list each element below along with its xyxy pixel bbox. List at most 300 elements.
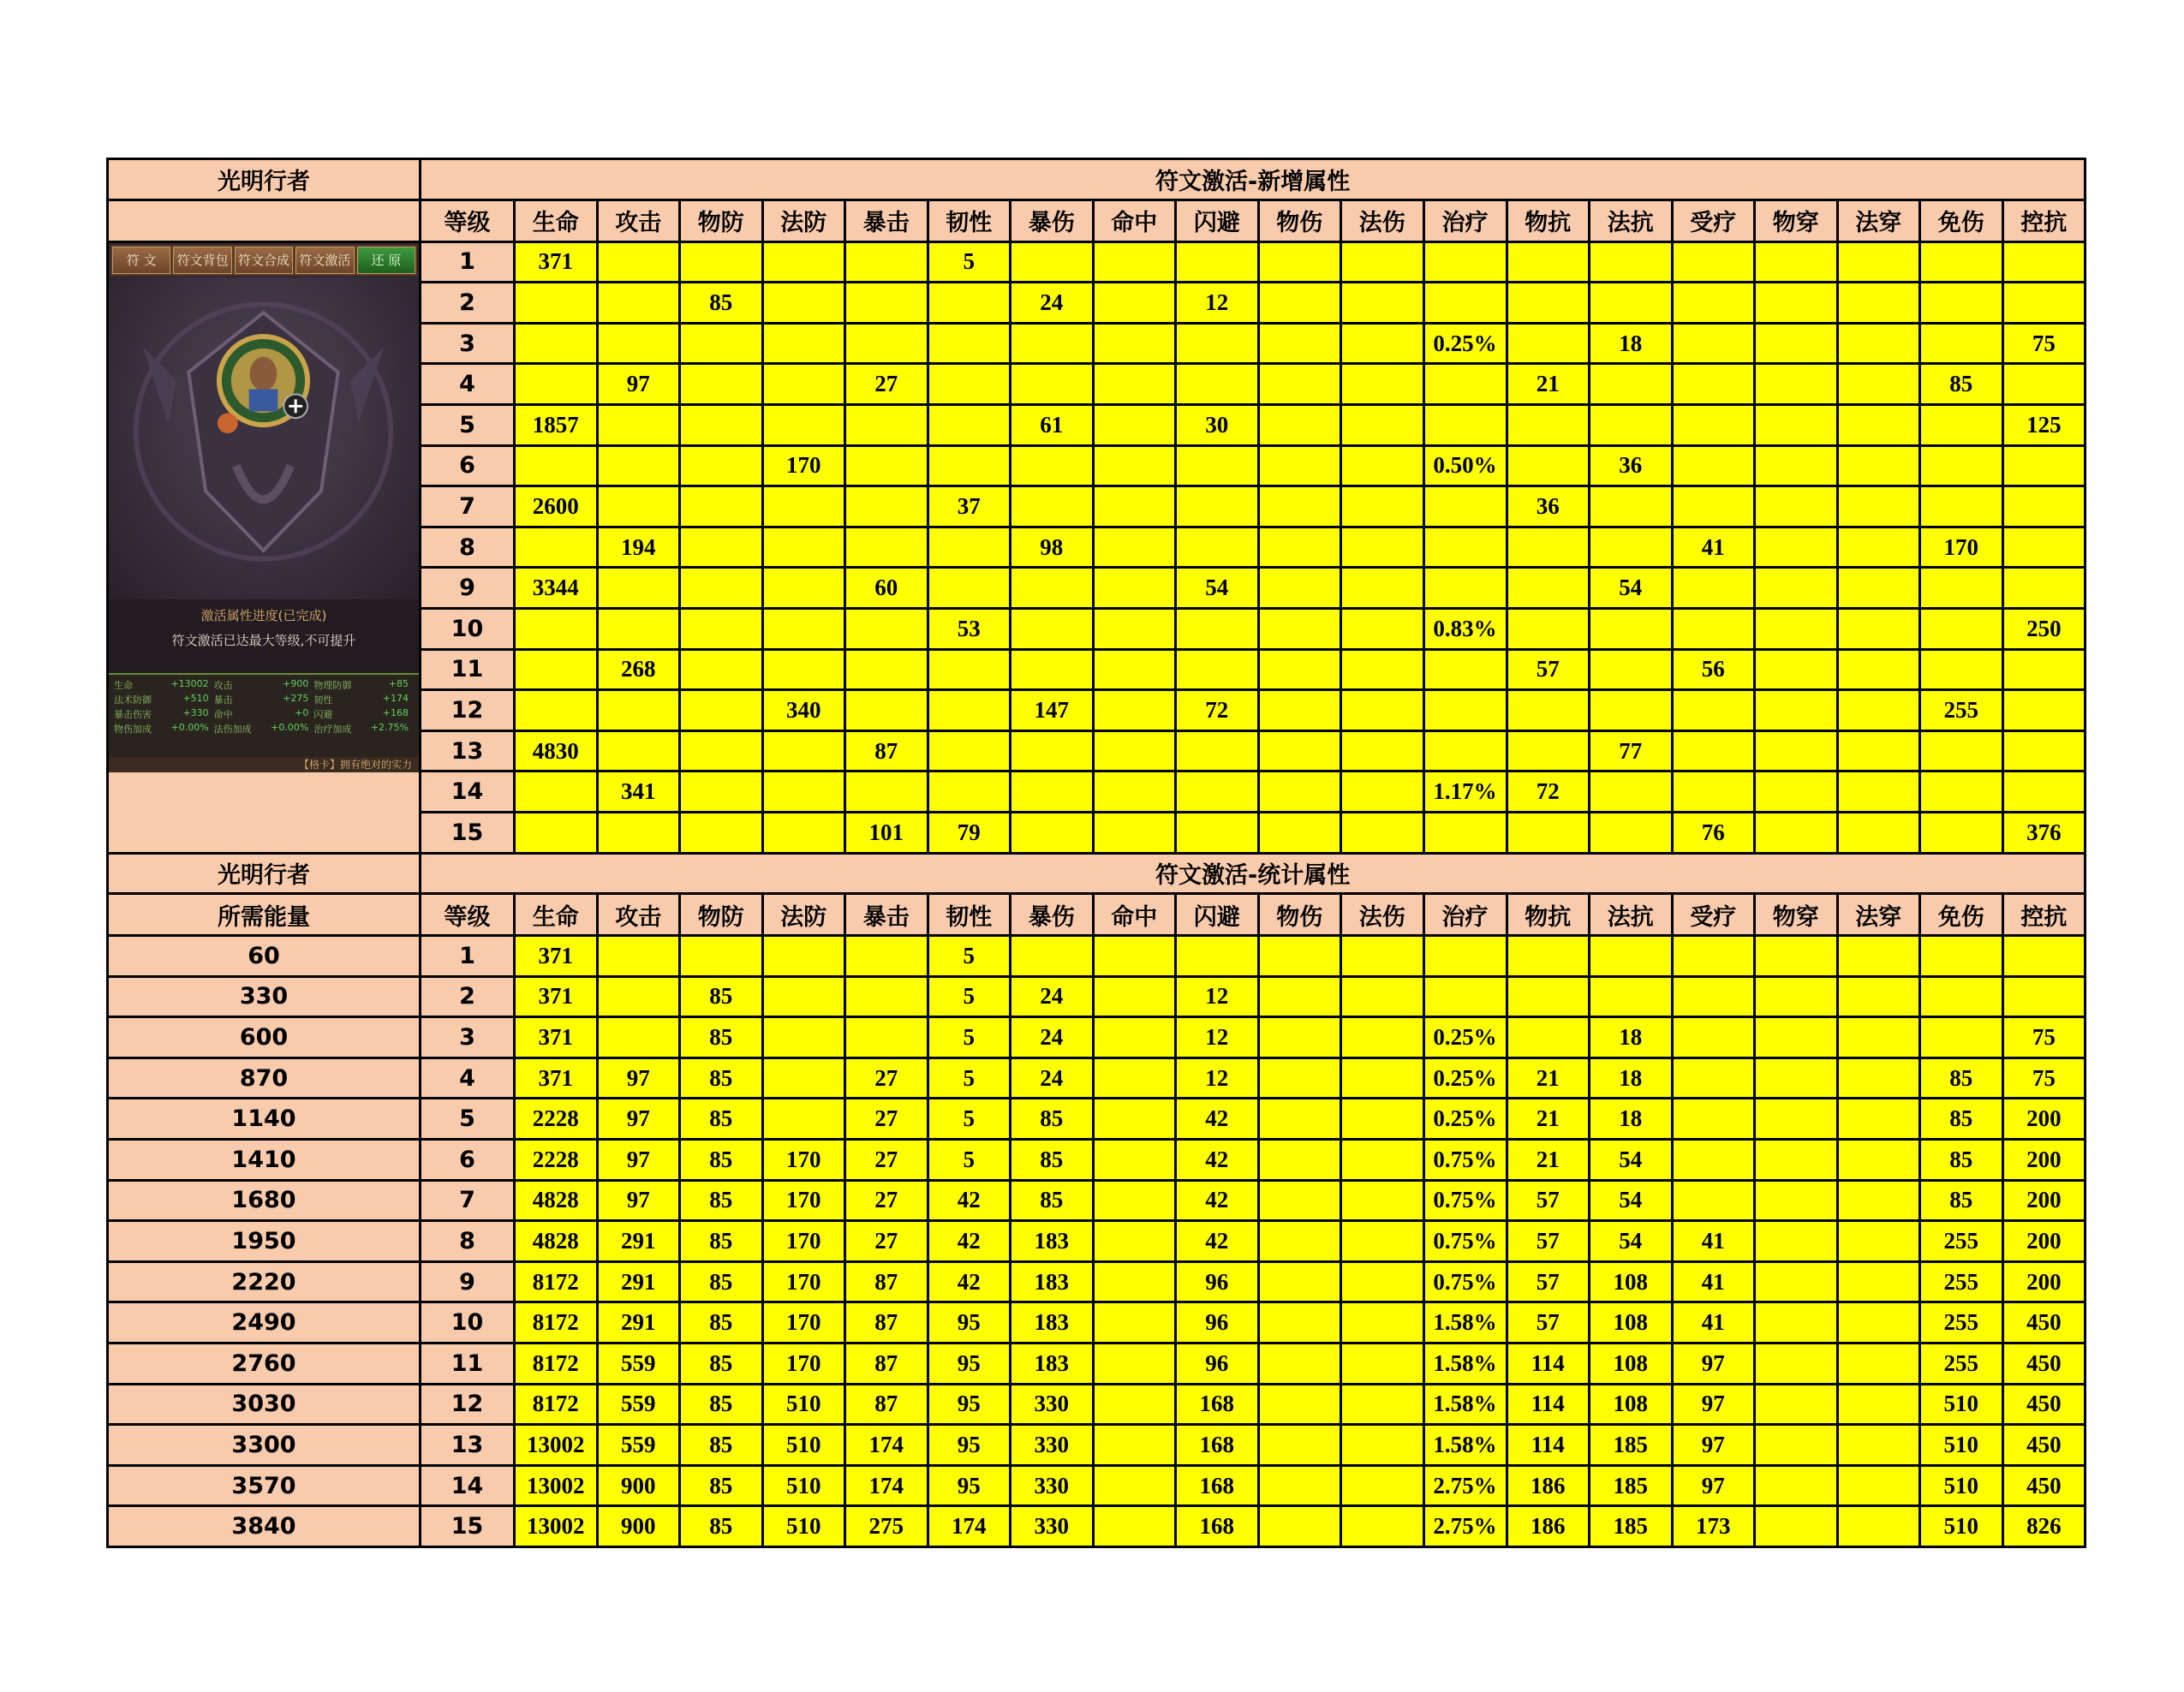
attr-value-cell (1341, 1180, 1424, 1221)
attr-value-cell: 1.58% (1423, 1302, 1507, 1343)
attr-value-cell (1176, 323, 1259, 364)
attr-value-cell (1837, 445, 1920, 486)
attr-value-cell: 24 (1011, 1017, 1094, 1058)
attr-value-cell: 27 (845, 364, 928, 405)
attr-value-cell: 174 (928, 1506, 1011, 1547)
attr-value-cell (680, 649, 763, 690)
attr-value-cell (1011, 323, 1094, 364)
attr-value-cell: 371 (515, 976, 598, 1017)
attr-value-cell: 12 (1176, 283, 1259, 324)
attr-value-cell (762, 1058, 845, 1099)
attr-value-cell: 85 (680, 1180, 763, 1221)
attr-value-cell (1258, 1017, 1341, 1058)
attr-value-cell (1258, 445, 1341, 486)
screenshot-footer-text: 【格卡】拥有绝对的实力 (109, 757, 419, 772)
attr-value-cell: 42 (1176, 1221, 1259, 1262)
attr-value-cell: 255 (1920, 1343, 2003, 1385)
attr-value-cell (2002, 936, 2086, 977)
attr-value-cell (1258, 1140, 1341, 1181)
attr-value-cell (680, 568, 763, 609)
attr-value-cell (1672, 1058, 1755, 1099)
level-cell: 7 (421, 486, 515, 527)
attr-value-cell (1920, 323, 2003, 364)
attr-value-cell (1423, 568, 1507, 609)
hero-name-bottom: 光明行者 (108, 853, 421, 894)
attr-value-cell (1093, 1465, 1176, 1506)
column-header: 治疗 (1423, 200, 1507, 241)
attr-value-cell (1341, 1017, 1424, 1058)
attr-value-cell: 41 (1672, 1221, 1755, 1262)
attr-value-cell: 510 (762, 1384, 845, 1425)
attr-value-cell (1258, 772, 1341, 813)
attr-value-cell (1341, 241, 1424, 283)
attr-value-cell: 85 (680, 1261, 763, 1302)
column-header: 闪避 (1176, 894, 1259, 936)
attr-value-cell: 186 (1507, 1506, 1590, 1547)
column-header: 控抗 (2002, 200, 2086, 241)
attr-value-cell: 341 (597, 772, 680, 813)
attr-value-cell (762, 608, 845, 649)
energy-cell: 600 (108, 1017, 421, 1058)
attr-value-cell (1837, 812, 1920, 853)
attr-value-cell (1093, 812, 1176, 853)
attr-value-cell: 108 (1590, 1384, 1673, 1425)
energy-cell: 1140 (108, 1099, 421, 1140)
attr-value-cell: 450 (2002, 1384, 2086, 1425)
attr-value-cell: 85 (680, 283, 763, 324)
attr-value-cell: 21 (1507, 364, 1590, 405)
attr-value-cell (1507, 976, 1590, 1017)
attr-value-cell (1341, 527, 1424, 568)
attr-value-cell (1755, 812, 1838, 853)
attr-value-cell: 510 (762, 1465, 845, 1506)
level-cell: 4 (421, 1058, 515, 1099)
attr-value-cell: 18 (1590, 1058, 1673, 1099)
attr-value-cell (1590, 649, 1673, 690)
attr-value-cell (1176, 445, 1259, 486)
attr-value-cell (1341, 1140, 1424, 1181)
attr-value-cell: 376 (2002, 812, 2086, 853)
attr-value-cell (1920, 1017, 2003, 1058)
attr-value-cell: 85 (680, 1465, 763, 1506)
attr-value-cell (1093, 1506, 1176, 1547)
attr-value-cell (1920, 608, 2003, 649)
column-header: 法抗 (1590, 200, 1673, 241)
attr-value-cell (928, 283, 1011, 324)
attr-value-cell: 95 (928, 1343, 1011, 1385)
attr-value-cell: 371 (515, 1017, 598, 1058)
column-header: 法穿 (1837, 200, 1920, 241)
attr-value-cell: 57 (1507, 1302, 1590, 1343)
attr-value-cell (1755, 1058, 1838, 1099)
attr-value-cell (1920, 730, 2003, 772)
attr-value-cell: 27 (845, 1140, 928, 1181)
attr-value-cell: 54 (1590, 1221, 1673, 1262)
column-header: 暴击 (845, 200, 928, 241)
attr-value-cell (515, 690, 598, 731)
attr-value-cell (2002, 730, 2086, 772)
attr-value-cell (1920, 404, 2003, 445)
attr-value-cell: 510 (1920, 1465, 2003, 1506)
attr-value-cell: 8172 (515, 1384, 598, 1425)
column-header: 物抗 (1507, 200, 1590, 241)
attr-value-cell: 0.25% (1423, 1058, 1507, 1099)
attr-value-cell: 3344 (515, 568, 598, 609)
stat-item (114, 722, 214, 736)
attr-value-cell (1590, 608, 1673, 649)
attr-value-cell: 2228 (515, 1140, 598, 1181)
attr-value-cell (1837, 1343, 1920, 1385)
attr-value-cell (680, 730, 763, 772)
attr-value-cell (1341, 812, 1424, 853)
attr-value-cell (845, 772, 928, 813)
attr-value-cell (1176, 241, 1259, 283)
attr-value-cell (1011, 730, 1094, 772)
column-header: 暴伤 (1011, 894, 1094, 936)
attr-value-cell (1258, 1261, 1341, 1302)
attr-value-cell (2002, 690, 2086, 731)
attr-value-cell: 13002 (515, 1506, 598, 1547)
attr-value-cell (1837, 649, 1920, 690)
attr-value-cell: 85 (1920, 1099, 2003, 1140)
attr-value-cell (1423, 690, 1507, 731)
stat-name: 暴击 (213, 694, 233, 706)
attr-value-cell (515, 772, 598, 813)
screenshot-tab: 符文背包 (173, 247, 231, 274)
attr-value-cell: 8172 (515, 1302, 598, 1343)
attr-value-cell (1920, 812, 2003, 853)
stat-value: +13002 (170, 677, 209, 689)
attr-value-cell: 87 (845, 1261, 928, 1302)
attr-value-cell (680, 608, 763, 649)
level-cell: 15 (421, 812, 515, 853)
attr-value-cell (680, 690, 763, 731)
column-header: 物防 (680, 200, 763, 241)
attr-value-cell (1423, 730, 1507, 772)
attr-value-cell (1755, 936, 1838, 977)
stat-item (114, 693, 214, 706)
attr-value-cell (1755, 283, 1838, 324)
attr-value-cell (1258, 1506, 1341, 1547)
level-cell: 8 (421, 527, 515, 568)
attr-value-cell: 101 (845, 812, 928, 853)
level-cell: 4 (421, 364, 515, 405)
attr-value-cell (1507, 690, 1590, 731)
attr-value-cell (597, 323, 680, 364)
attr-value-cell: 183 (1011, 1302, 1094, 1343)
attr-value-cell (1590, 976, 1673, 1017)
attr-value-cell: 185 (1590, 1425, 1673, 1466)
attr-value-cell (1011, 649, 1094, 690)
attr-value-cell (1755, 568, 1838, 609)
level-cell: 2 (421, 976, 515, 1017)
attr-value-cell (1672, 772, 1755, 813)
attr-value-cell (680, 936, 763, 977)
rune-emblem-art (109, 277, 419, 599)
stat-name: 物理防御 (313, 679, 352, 691)
attr-value-cell (1507, 445, 1590, 486)
attr-value-cell (1341, 1058, 1424, 1099)
attr-value-cell (1672, 283, 1755, 324)
attr-value-cell: 200 (2002, 1099, 2086, 1140)
attr-value-cell (1093, 1302, 1176, 1343)
attr-value-cell (597, 283, 680, 324)
attr-value-cell (1755, 730, 1838, 772)
attr-value-cell (1590, 812, 1673, 853)
attr-value-cell (1011, 445, 1094, 486)
attr-value-cell (1837, 1506, 1920, 1547)
column-header: 暴击 (845, 894, 928, 936)
level-cell: 15 (421, 1506, 515, 1547)
attr-value-cell (1507, 404, 1590, 445)
attr-value-cell (1093, 1017, 1176, 1058)
attr-value-cell (2002, 486, 2086, 527)
attr-value-cell (1011, 568, 1094, 609)
attr-value-cell (1176, 486, 1259, 527)
attr-value-cell (1093, 730, 1176, 772)
stat-name: 闪避 (313, 708, 333, 720)
attr-value-cell (1341, 323, 1424, 364)
stat-item (313, 678, 414, 692)
attr-value-cell: 186 (1507, 1465, 1590, 1506)
attr-value-cell (1093, 690, 1176, 731)
attr-value-cell (1176, 364, 1259, 405)
activation-progress-panel (109, 599, 419, 673)
attr-value-cell (1507, 283, 1590, 324)
column-header: 韧性 (928, 200, 1011, 241)
attr-value-cell (2002, 527, 2086, 568)
attr-value-cell: 5 (928, 1140, 1011, 1181)
attr-value-cell (1920, 486, 2003, 527)
level-cell: 6 (421, 445, 515, 486)
stat-name: 物伤加成 (114, 723, 152, 735)
attr-value-cell: 75 (2002, 1017, 2086, 1058)
attr-value-cell (1093, 772, 1176, 813)
attr-value-cell (1093, 1261, 1176, 1302)
stat-value: +0.00% (271, 721, 309, 733)
attr-value-cell (1755, 527, 1838, 568)
attr-value-cell: 42 (928, 1261, 1011, 1302)
total-attr-row (108, 1058, 2086, 1099)
attr-value-cell (2002, 364, 2086, 405)
attr-value-cell (680, 323, 763, 364)
attr-value-cell: 183 (1011, 1261, 1094, 1302)
attr-value-cell: 13002 (515, 1465, 598, 1506)
attr-value-cell (1341, 1099, 1424, 1140)
attr-value-cell (1755, 976, 1838, 1017)
attr-value-cell (515, 283, 598, 324)
stat-item (214, 693, 314, 706)
screenshot-tab-bar (110, 245, 417, 276)
attr-value-cell (1011, 486, 1094, 527)
level-cell: 12 (421, 1384, 515, 1425)
attr-value-cell: 1.17% (1423, 772, 1507, 813)
energy-cell: 3570 (108, 1465, 421, 1506)
attr-value-cell (1341, 1302, 1424, 1343)
attr-value-cell: 72 (1176, 690, 1259, 731)
level-cell: 12 (421, 690, 515, 731)
attr-value-cell: 87 (845, 730, 928, 772)
attr-value-cell (762, 486, 845, 527)
attr-value-cell (1258, 1099, 1341, 1140)
attr-value-cell: 4830 (515, 730, 598, 772)
attr-value-cell (845, 404, 928, 445)
attr-value-cell (1258, 568, 1341, 609)
attr-value-cell (1672, 486, 1755, 527)
attr-value-cell: 170 (762, 1261, 845, 1302)
attr-value-cell (680, 772, 763, 813)
attr-value-cell: 97 (597, 1140, 680, 1181)
attr-value-cell (1837, 1180, 1920, 1221)
attr-value-cell: 5 (928, 241, 1011, 283)
stats-panel (109, 673, 419, 760)
attr-value-cell (1258, 1425, 1341, 1466)
total-attr-row (108, 1506, 2086, 1547)
attr-value-cell (1837, 976, 1920, 1017)
attr-value-cell (1258, 404, 1341, 445)
attr-value-cell (1755, 690, 1838, 731)
attr-value-cell (1755, 404, 1838, 445)
stat-name: 治疗加成 (313, 723, 352, 735)
attr-value-cell: 21 (1507, 1058, 1590, 1099)
attr-value-cell: 36 (1507, 486, 1590, 527)
attr-value-cell: 510 (762, 1425, 845, 1466)
top-header-row (108, 200, 2086, 241)
attr-value-cell (1920, 283, 2003, 324)
level-header-top: 等级 (421, 200, 515, 241)
attr-value-cell (1837, 1099, 1920, 1140)
attr-value-cell: 54 (1590, 1180, 1673, 1221)
attr-value-cell (1590, 527, 1673, 568)
attr-value-cell (928, 445, 1011, 486)
attr-value-cell (2002, 976, 2086, 1017)
attr-value-cell (1672, 323, 1755, 364)
attr-value-cell: 5 (928, 936, 1011, 977)
attr-value-cell: 255 (1920, 1221, 2003, 1262)
attr-value-cell (1507, 568, 1590, 609)
attr-value-cell (1507, 936, 1590, 977)
column-header: 物伤 (1258, 200, 1341, 241)
level-cell: 1 (421, 936, 515, 977)
attr-value-cell: 510 (1920, 1425, 2003, 1466)
attr-value-cell: 0.25% (1423, 1017, 1507, 1058)
level-cell: 5 (421, 1099, 515, 1140)
total-attr-row (108, 1343, 2086, 1385)
attr-value-cell: 27 (845, 1180, 928, 1221)
attr-value-cell (2002, 772, 2086, 813)
attr-value-cell: 57 (1507, 1221, 1590, 1262)
attr-value-cell: 330 (1011, 1465, 1094, 1506)
attr-value-cell (1093, 323, 1176, 364)
attr-value-cell (1837, 1261, 1920, 1302)
energy-cell: 2760 (108, 1343, 421, 1385)
attr-value-cell (2002, 445, 2086, 486)
attr-value-cell (597, 404, 680, 445)
attr-value-cell (1837, 1017, 1920, 1058)
attr-value-cell (1093, 1221, 1176, 1262)
rune-emblem-icon (109, 277, 419, 599)
attr-value-cell: 5 (928, 1099, 1011, 1140)
stat-value: +510 (182, 692, 209, 704)
attr-value-cell (2002, 283, 2086, 324)
attr-value-cell: 147 (1011, 690, 1094, 731)
attr-value-cell (1093, 404, 1176, 445)
attr-value-cell (680, 812, 763, 853)
attr-value-cell: 21 (1507, 1140, 1590, 1181)
attr-value-cell (1423, 527, 1507, 568)
attr-value-cell: 125 (2002, 404, 2086, 445)
attr-value-cell (762, 1099, 845, 1140)
attr-value-cell: 371 (515, 241, 598, 283)
attr-value-cell: 85 (680, 1343, 763, 1385)
attr-value-cell (1920, 936, 2003, 977)
attr-value-cell: 24 (1011, 1058, 1094, 1099)
attr-value-cell (1507, 241, 1590, 283)
attr-value-cell (1423, 976, 1507, 1017)
attr-value-cell: 85 (680, 1506, 763, 1547)
attr-value-cell: 200 (2002, 1261, 2086, 1302)
attr-value-cell (1837, 364, 1920, 405)
attr-value-cell (1258, 241, 1341, 283)
attr-value-cell (1093, 649, 1176, 690)
attr-value-cell: 114 (1507, 1425, 1590, 1466)
attr-value-cell: 291 (597, 1221, 680, 1262)
attr-value-cell (1093, 1058, 1176, 1099)
attr-value-cell (1590, 690, 1673, 731)
column-header: 法防 (762, 894, 845, 936)
attr-value-cell (845, 486, 928, 527)
attr-value-cell (1423, 936, 1507, 977)
column-header: 法伤 (1341, 200, 1424, 241)
attr-value-cell (1341, 1343, 1424, 1385)
attr-value-cell (1011, 364, 1094, 405)
attr-value-cell (845, 445, 928, 486)
attr-value-cell (1093, 445, 1176, 486)
column-header: 法防 (762, 200, 845, 241)
attr-value-cell (1837, 1058, 1920, 1099)
attr-value-cell: 291 (597, 1261, 680, 1302)
attr-value-cell: 95 (928, 1384, 1011, 1425)
attr-value-cell: 559 (597, 1343, 680, 1385)
attr-value-cell (1258, 283, 1341, 324)
attr-value-cell: 30 (1176, 404, 1259, 445)
section-title-total-attributes: 符文激活-统计属性 (421, 853, 2086, 894)
attr-value-cell (1672, 608, 1755, 649)
attr-value-cell (1755, 1384, 1838, 1425)
attr-value-cell (928, 404, 1011, 445)
column-header: 物穿 (1755, 894, 1838, 936)
attr-value-cell (1011, 812, 1094, 853)
stat-value: +275 (283, 692, 309, 704)
attr-value-cell (845, 608, 928, 649)
stat-name: 暴击伤害 (114, 708, 152, 720)
attr-value-cell (1837, 690, 1920, 731)
attr-value-cell: 87 (845, 1384, 928, 1425)
attr-value-cell: 96 (1176, 1302, 1259, 1343)
attr-value-cell: 75 (2002, 323, 2086, 364)
attr-value-cell (1755, 1506, 1838, 1547)
stat-value: +85 (388, 677, 409, 689)
attr-value-cell (1093, 936, 1176, 977)
attr-value-cell: 85 (680, 1017, 763, 1058)
attr-value-cell (680, 241, 763, 283)
total-attr-row (108, 936, 2086, 977)
column-header: 命中 (1093, 200, 1176, 241)
attr-value-cell: 12 (1176, 1017, 1259, 1058)
attr-value-cell: 18 (1590, 1017, 1673, 1058)
new-attr-row (108, 241, 2086, 283)
attr-value-cell: 97 (597, 364, 680, 405)
